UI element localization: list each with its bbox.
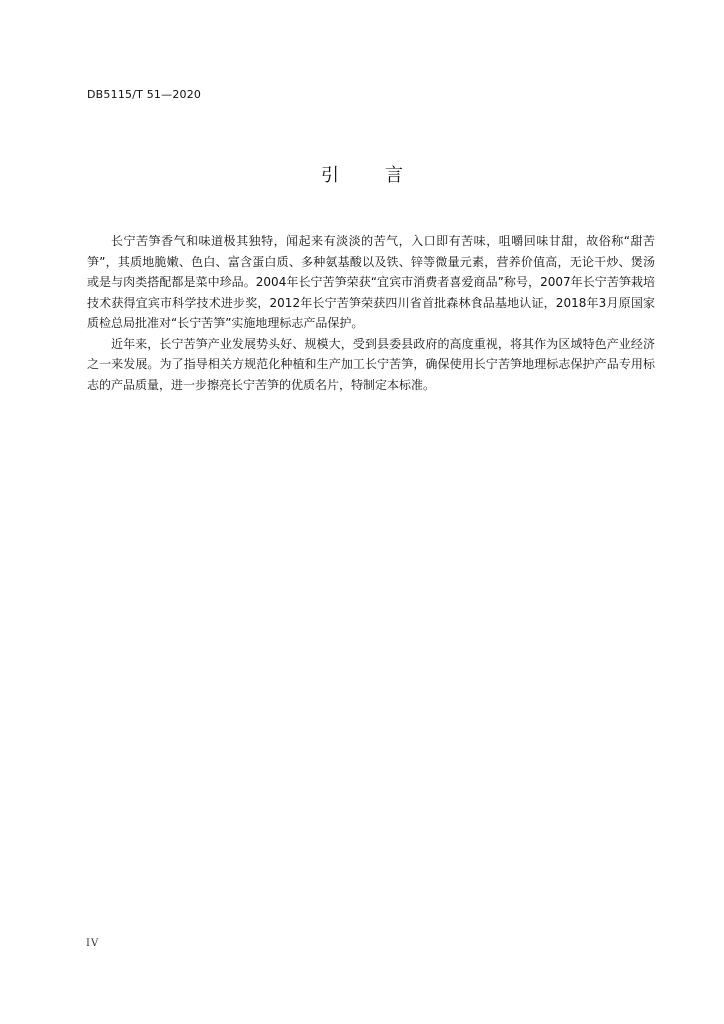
standard-code: DB5115/T 51—2020 — [87, 88, 202, 101]
page-number: IV — [86, 938, 100, 949]
page-title — [0, 161, 724, 187]
introduction-body — [87, 231, 655, 395]
title-char-1: 引 — [321, 165, 339, 186]
paragraph: 近年来，长宁苦笋产业发展势头好、规模大，受到县委县政府的高度重视，将其作为区域特色产业经济之一来发展。为了指导相关方规范化种植和生产加工长宁苦笋，确保使用长宁苦笋地理标志保护产品专用标志的产品质量，进一步擦亮长宁苦笋的优质名片，特制定本标准。 — [87, 336, 655, 392]
paragraph: 长宁苦笋香气和味道极其独特，闻起来有淡淡的苦气，入口即有苦味，咀嚼回味甘甜，故俗称“甜苦笋”，其质地脆嫩、色白、富含蛋白质、多种氨基酸以及铁、锌等微量元素，营养价值高，无论干炒、煲汤或是与肉类搭配都是菜中珍品。2004年长宁苦笋荣获“宜宾市消费者喜爱商品”称号，2007年长宁苦笋栽培技术获得宜宾市科学技术进步奖，2012年长宁苦笋荣获四川省首批森林食品基地认证，2018年3月原国家质检总局批准对“长宁苦笋”实施地理标志产品保护。 — [87, 234, 655, 330]
title-char-2: 言 — [385, 165, 403, 186]
